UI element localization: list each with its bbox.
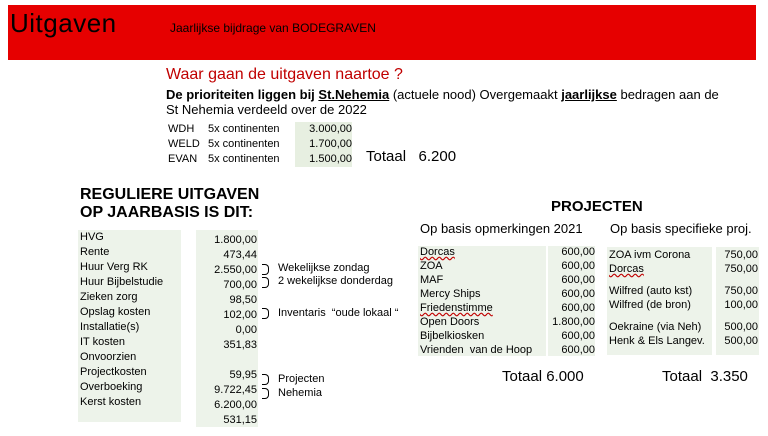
list-item: Huur Verg RK [80, 261, 148, 273]
row-amount: 600,00 [561, 288, 595, 300]
amount-cell: 1.800,00 [214, 234, 257, 246]
row-amount: 750,00 [724, 263, 758, 275]
nehemia-total: Totaal 6.200 [366, 148, 457, 165]
row-name: Wilfred (auto kst) [609, 285, 693, 297]
regular-names [80, 230, 163, 410]
row-name: Dorcas [420, 246, 455, 258]
table-row [168, 137, 352, 152]
row-amount: 600,00 [561, 302, 595, 314]
table-row [609, 313, 758, 321]
projects-title: PROJECTEN [551, 198, 643, 215]
table-row [420, 274, 595, 288]
row-name: Mercy Ships [420, 288, 481, 300]
page-subtitle: Jaarlijkse bijdrage van BODEGRAVEN [170, 21, 376, 35]
row-amount: 600,00 [561, 344, 595, 356]
row-amount: 600,00 [561, 260, 595, 272]
note-label: 2 wekelijkse donderdag [278, 275, 393, 287]
amount-cell: 473,44 [223, 249, 257, 261]
row-amount: 750,00 [724, 249, 758, 261]
row-amount: 600,00 [561, 246, 595, 258]
amount-cell: 351,83 [223, 339, 257, 351]
list-item: Onvoorzien [80, 351, 137, 363]
row-name: WDH [168, 123, 195, 135]
intro-text [166, 87, 726, 117]
brace-icon [262, 388, 269, 399]
projects-left-total: Totaal 6.000 [502, 368, 584, 385]
brace-icon [262, 308, 269, 319]
row-name: Henk & Els Langev. [609, 335, 705, 347]
amount-cell: 0,00 [235, 324, 257, 336]
table-row [420, 302, 595, 316]
table-row [168, 122, 352, 137]
brace-icon [262, 277, 269, 288]
row-amount: 1.700,00 [295, 137, 352, 152]
projects-right-title: Op basis specifieke proj. [610, 221, 752, 236]
amount-cell [196, 353, 257, 368]
list-item: Overboeking [80, 381, 143, 393]
amount-cell: 2.550,00 [214, 264, 257, 276]
list-item: Opslag kosten [80, 306, 151, 318]
table-row [420, 330, 595, 344]
regular-amounts [196, 233, 257, 428]
table-row [609, 249, 758, 263]
intro-part-5: bedragen aan de St Nehemia verdeeld over de 2022 [166, 87, 719, 117]
intro-part-1: De prioriteiten liggen bij [166, 87, 319, 102]
amount-cell: 6.200,00 [214, 399, 257, 411]
regular-title-line-1: REGULIERE UITGAVEN [80, 186, 260, 203]
table-row [168, 152, 352, 167]
intro-part-4: jaarlijkse [561, 87, 617, 102]
table-row [609, 285, 758, 299]
row-name: Bijbelkiosken [420, 330, 485, 342]
row-name: EVAN [168, 153, 198, 165]
regular-title [80, 186, 259, 222]
table-row [420, 288, 595, 302]
note-label: Nehemia [278, 387, 323, 399]
table-row [609, 321, 758, 335]
row-desc: 5x continenten [208, 123, 280, 135]
amount-cell: 102,00 [223, 309, 257, 321]
projects-left-table [420, 246, 595, 358]
intro-part-3: (actuele nood) Overgemaakt [389, 87, 562, 102]
header-banner [8, 5, 756, 60]
note-label: Inventaris “oude lokaal “ [278, 307, 399, 319]
row-name: Dorcas [609, 263, 644, 275]
brace-icon [262, 264, 269, 275]
list-item: Projectkosten [80, 366, 147, 378]
row-name: MAF [420, 274, 444, 286]
list-item: Rente [80, 246, 110, 258]
table-row [420, 246, 595, 260]
table-row [609, 277, 758, 285]
regular-title-line-2: OP JAARBASIS IS DIT: [80, 204, 254, 221]
row-amount: 500,00 [724, 335, 758, 347]
row-amount: 600,00 [561, 274, 595, 286]
row-name: ZOA [420, 260, 443, 272]
intro-part-2: St.Nehemia [318, 87, 390, 102]
amount-cell: 531,15 [223, 414, 257, 426]
note-label: Wekelijkse zondag [278, 262, 370, 274]
projects-right-total: Totaal 3.350 [662, 368, 748, 385]
note-label: Projecten [278, 373, 325, 385]
table-row [420, 344, 595, 358]
row-amount: 600,00 [561, 330, 595, 342]
projects-left-title: Op basis opmerkingen 2021 [420, 221, 583, 236]
row-name: Open Doors [420, 316, 480, 328]
amount-cell: 59,95 [229, 369, 257, 381]
brace-icon [262, 374, 269, 385]
amount-cell: 98,50 [229, 294, 257, 306]
row-name: Wilfred (de bron) [609, 299, 691, 311]
row-amount: 3.000,00 [295, 122, 352, 137]
nehemia-table [168, 122, 352, 167]
list-item: Zieken zorg [80, 291, 138, 303]
section-heading: Waar gaan de uitgaven naartoe ? [166, 66, 403, 83]
list-item: Installatie(s) [80, 321, 140, 333]
row-amount: 750,00 [724, 285, 758, 297]
row-name: Vrienden van de Hoop [420, 344, 533, 356]
row-name: WELD [168, 138, 200, 150]
row-amount: 1.500,00 [295, 152, 352, 167]
list-item: IT kosten [80, 336, 126, 348]
row-amount: 1.800,00 [552, 316, 595, 328]
list-item: HVG [80, 231, 104, 243]
page-title: Uitgaven [10, 8, 117, 38]
amount-cell: 9.722,45 [214, 384, 257, 396]
table-row [609, 299, 758, 313]
row-name: Friedenstimme [420, 302, 493, 314]
list-item: Kerst kosten [80, 396, 142, 408]
table-row [420, 260, 595, 274]
table-row [609, 263, 758, 277]
row-name: ZOA ivm Corona [609, 249, 691, 261]
table-row [420, 316, 595, 330]
amount-cell: 700,00 [223, 279, 257, 291]
row-name: Oekraine (via Neh) [609, 321, 702, 333]
row-desc: 5x continenten [208, 138, 280, 150]
row-amount: 100,00 [724, 299, 758, 311]
table-row [609, 335, 758, 349]
row-desc: 5x continenten [208, 153, 280, 165]
list-item: Huur Bijbelstudie [80, 276, 164, 288]
row-amount: 500,00 [724, 321, 758, 333]
projects-right-table [609, 249, 758, 349]
